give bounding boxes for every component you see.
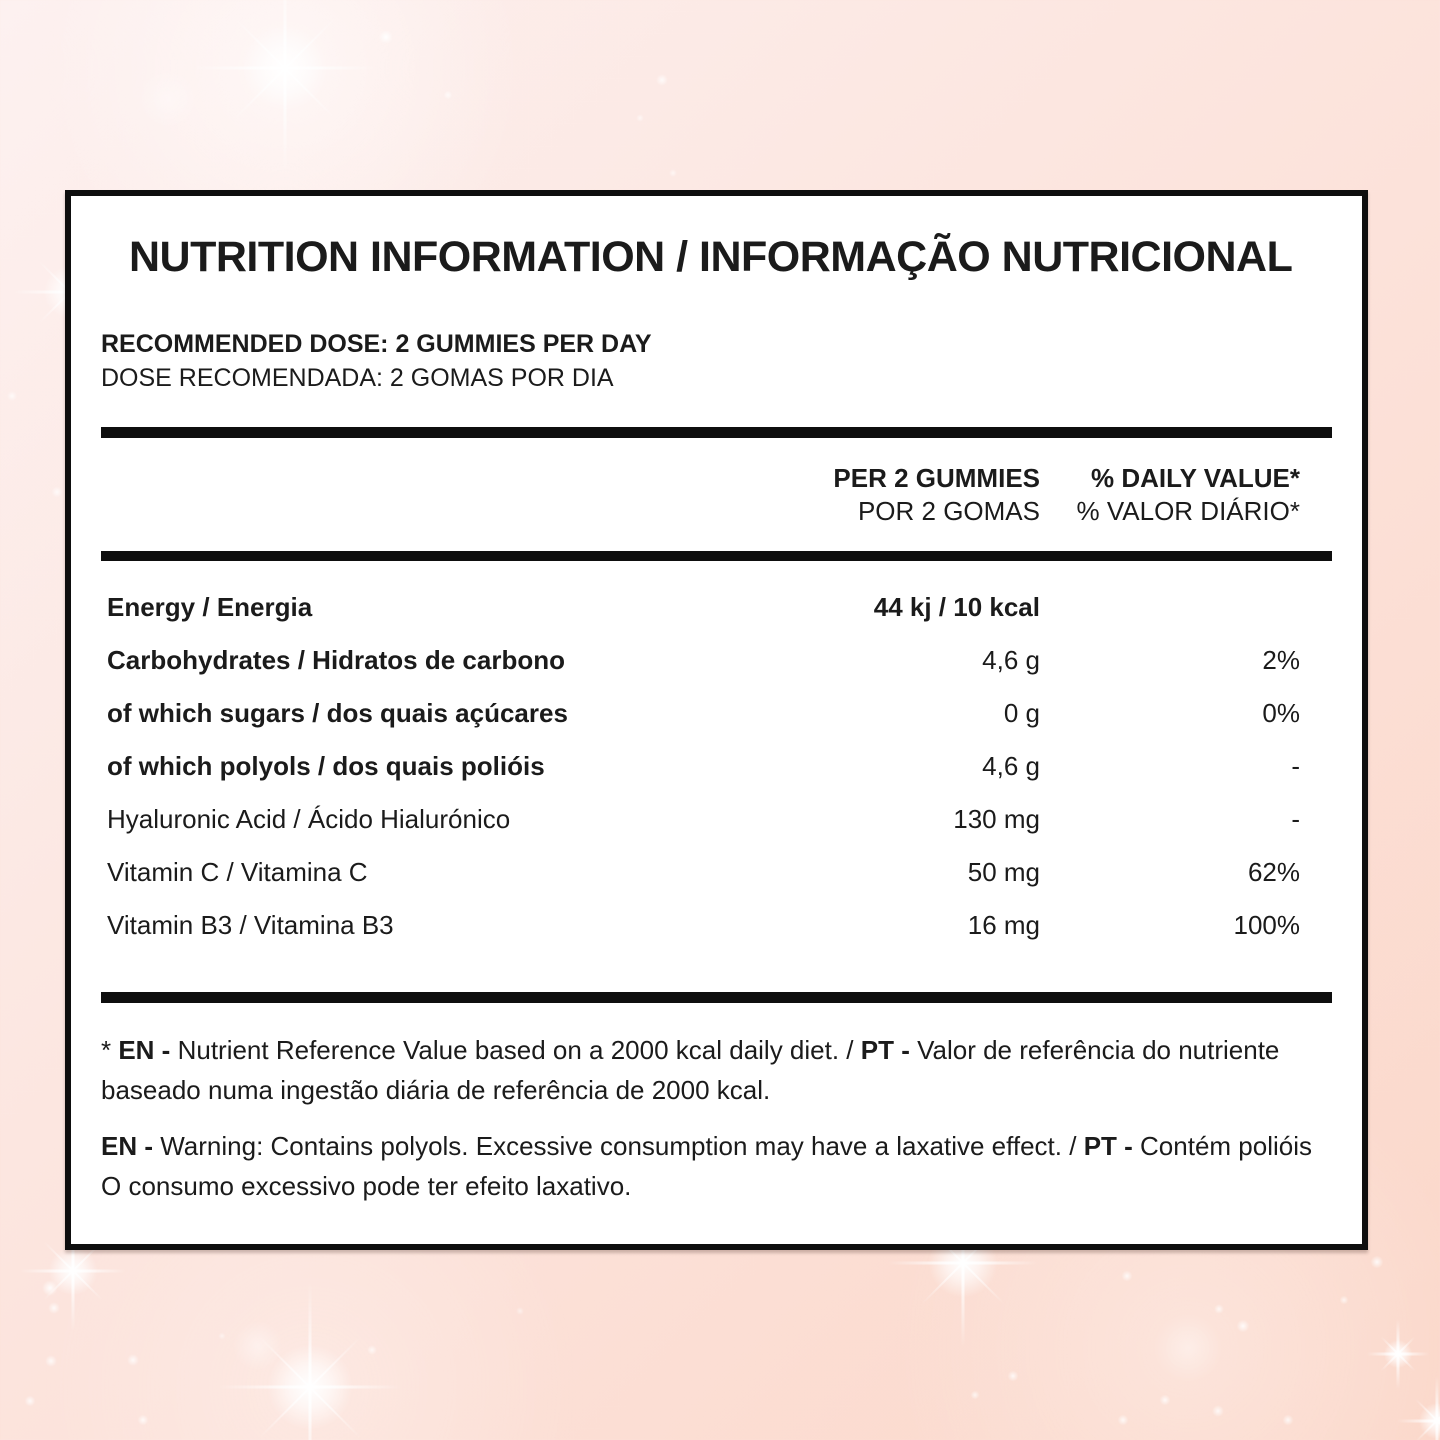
divider-bar-bottom [101,992,1332,1003]
header-daily-value-en: % DAILY VALUE* [1090,463,1300,493]
sparkle-dot-icon [1153,1313,1223,1383]
recommended-dose-en: RECOMMENDED DOSE: 2 GUMMIES PER DAY [101,330,652,358]
sparkle-dot-icon [233,1321,283,1371]
nutrient-amount: 0 g [1003,698,1040,728]
table-row-energy [101,581,1332,634]
table-row-sugars [101,687,1332,740]
sparkle-dot-icon [25,1396,36,1407]
header-amount-pt: POR 2 GOMAS [857,496,1040,526]
nutrient-percent: - [1291,751,1300,781]
nutrient-label: Carbohydrates / Hidratos de carbono [107,645,565,675]
sparkle-dot-icon [444,91,453,100]
sparkle-dot-icon [48,1302,60,1314]
footnote-line: * EN - Nutrient Reference Value based on a 2000 kcal daily diet. / PT - Valor de referência do nutriente [101,1035,1280,1065]
nutrient-amount: 4,6 g [982,645,1040,675]
sparkle-dot-icon [1008,1371,1019,1382]
sparkle-star-icon [1392,1376,1440,1440]
header-amount-column [710,462,1040,528]
nutrient-label: of which polyols / dos quais polióis [107,751,545,781]
sparkle-dot-icon [138,69,198,129]
table-row-vitamin-c [101,846,1332,899]
nutrient-percent: 62% [1247,857,1300,887]
sparkle-dot-icon [219,1333,226,1340]
sparkle-dot-icon [656,74,668,86]
sparkle-star-icon [180,0,390,173]
nutrient-label: Vitamin B3 / Vitamina B3 [107,910,394,940]
nutrient-amount: 16 mg [967,910,1040,940]
sparkle-star-icon [1363,1319,1433,1389]
header-spacer [101,462,710,528]
table-row-carbohydrates [101,634,1332,687]
panel-content [71,232,1362,1206]
divider-bar-top [101,427,1332,438]
nutrient-percent: 100% [1233,910,1300,940]
footnote-line: baseado numa ingestão diária de referência de 2000 kcal. [101,1075,771,1105]
table-row-hyaluronic-acid [101,793,1332,846]
panel-title: NUTRITION INFORMATION / INFORMAÇÃO NUTRICIONAL [129,233,1293,281]
sparkle-dot-icon [1340,1296,1349,1305]
nutrient-table [101,581,1332,952]
sparkle-dot-icon [1214,1304,1224,1314]
sparkle-dot-icon [7,391,17,401]
table-row-polyols [101,740,1332,793]
header-amount-en: PER 2 GUMMIES [833,463,1040,493]
recommended-dose-pt: DOSE RECOMENDADA: 2 GOMAS POR DIA [101,364,614,392]
nutrient-label: Energy / Energia [107,592,313,622]
nutrient-amount: 50 mg [967,857,1040,887]
sparkle-dot-icon [1160,1395,1171,1406]
nutrient-label: Vitamin C / Vitamina C [107,857,368,887]
sparkle-dot-icon [971,1391,980,1400]
table-row-vitamin-b3 [101,899,1332,952]
sparkle-dot-icon [1283,1415,1294,1426]
header-daily-value-pt: % VALOR DIÁRIO* [1076,496,1300,526]
footnote-line: EN - Warning: Contains polyols. Excessive consumption may have a laxative effect. / PT - Contém polióis [101,1131,1313,1161]
nutrient-amount: 44 kj / 10 kcal [873,592,1040,622]
sparkle-dot-icon [1371,1256,1384,1269]
table-header [101,462,1332,528]
header-daily-value-column [1040,462,1332,528]
sparkle-dot-icon [1237,1320,1250,1333]
sparkle-dot-icon [52,487,63,498]
sparkle-dot-icon [516,1307,524,1315]
nutrient-amount: 4,6 g [982,751,1040,781]
sparkle-dot-icon [669,169,677,177]
sparkle-dot-icon [1118,1415,1129,1426]
sparkle-dot-icon [42,1280,58,1296]
nutrient-percent: - [1291,804,1300,834]
sparkle-dot-icon [127,1354,139,1366]
footnote-reference-value [101,1030,1332,1110]
sparkle-dot-icon [636,114,644,122]
nutrient-percent: 2% [1262,645,1300,675]
footnote-polyols-warning [101,1126,1332,1206]
sparkle-dot-icon [367,1345,377,1355]
sparkle-dot-icon [1122,1271,1133,1282]
footnote-line: O consumo excessivo pode ter efeito laxativo. [101,1171,632,1201]
sparkle-dot-icon [1212,1405,1224,1417]
sparkle-dot-icon [45,1355,57,1367]
nutrient-amount: 130 mg [953,804,1040,834]
divider-bar-header [101,551,1332,561]
sparkle-dot-icon [379,30,393,44]
nutrient-label: Hyaluronic Acid / Ácido Hialurónico [107,804,511,834]
sparkle-star-icon [205,1282,415,1440]
nutrient-percent: 0% [1262,698,1300,728]
nutrient-label: of which sugars / dos quais açúcares [107,698,568,728]
sparkle-dot-icon [138,1415,149,1426]
nutrition-facts-panel [65,190,1368,1250]
